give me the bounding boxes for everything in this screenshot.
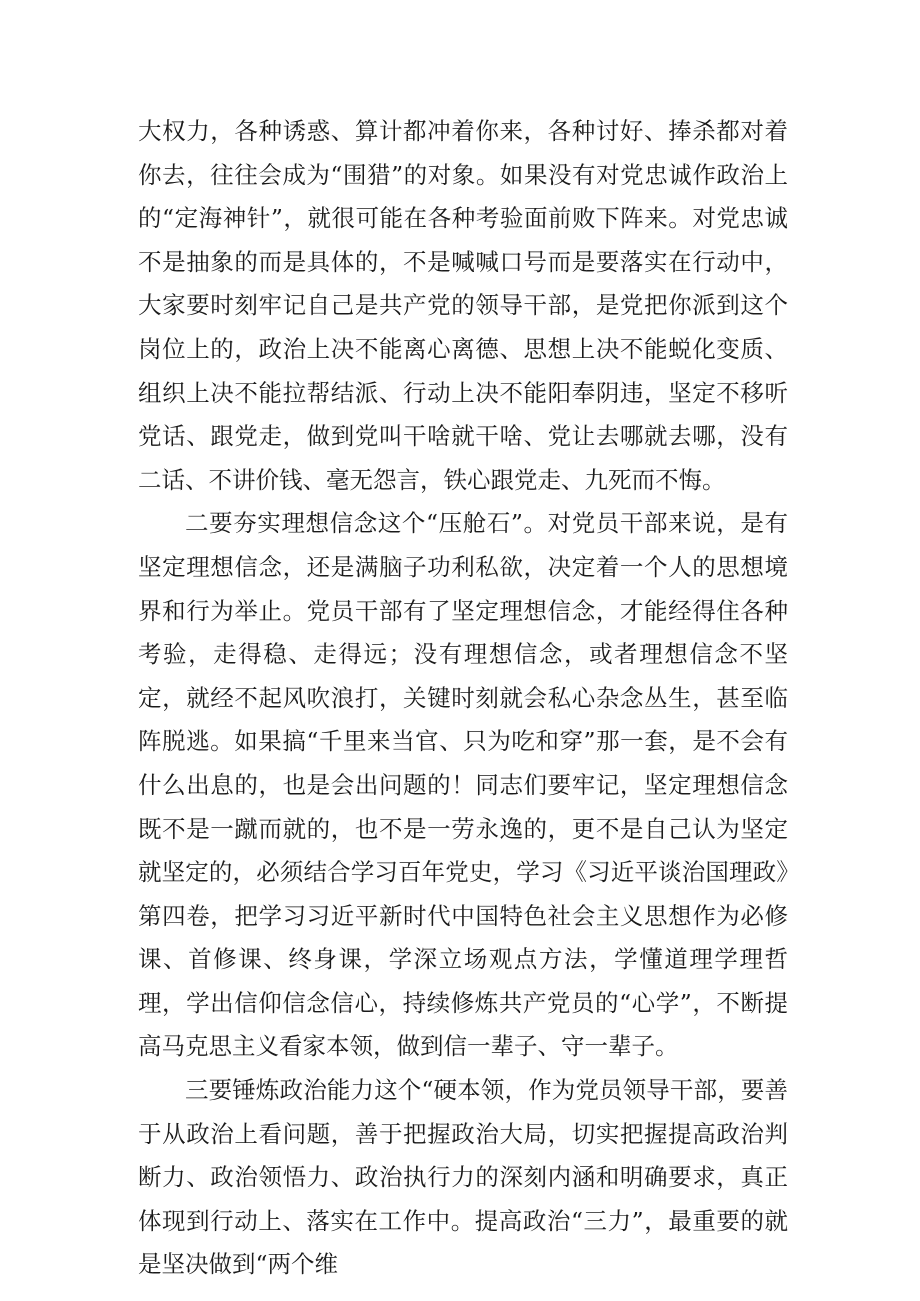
document-body [138, 110, 788, 1287]
paragraph-3: 三要锤炼政治能力这个“硬本领，作为党员领导干部，要善于从政治上看问题，善于把握政治大局，切实把握提高政治判断力、政治领悟力、政治执行力的深刻内涵和明确要求，真正体现到行动上、落实在工作中。提高政治“三力”，最重要的就是坚决做到“两个维 [138, 1076, 788, 1279]
paragraph-1: 大权力，各种诱惑、算计都冲着你来，各种讨好、捧杀都对着你去，往往会成为“围猎”的对象。如果没有对党忠诚作政治上的“定海神针”，就很可能在各种考验面前败下阵来。对党忠诚不是抽象的而是具体的，不是喊喊口号而是要落实在行动中，大家要时刻牢记自己是共产党的领导干部，是党把你派到这个岗位上的，政治上决不能离心离德、思想上决不能蜕化变质、组织上决不能拉帮结派、行动上决不能阳奉阴违，坚定不移听党话、跟党走，做到党叫干啥就干啥、党让去哪就去哪，没有二话、不讲价钱、毫无怨言，铁心跟党走、九死而不悔。 [138, 117, 788, 494]
paragraph-2: 二要夯实理想信念这个“压舱石”。对党员干部来说，是有坚定理想信念，还是满脑子功利私欲，决定着一个人的思想境界和行为举止。党员干部有了坚定理想信念，才能经得住各种考验，走得稳、走得远；没有理想信念，或者理想信念不坚定，就经不起风吹浪打，关键时刻就会私心杂念丛生，甚至临阵脱逃。如果搞“千里来当官、只为吃和穿”那一套，是不会有什么出息的，也是会出问题的！同志们要牢记，坚定理想信念既不是一蹴而就的，也不是一劳永逸的，更不是自己认为坚定就坚定的，必须结合学习百年党史，学习《习近平谈治国理政》第四卷，把学习习近平新时代中国特色社会主义思想作为必修课、首修课、终身课，学深立场观点方法，学懂道理学理哲理，学出信仰信念信心，持续修炼共产党员的“心学”，不断提高马克思主义看家本领，做到信一辈子、守一辈子。 [138, 509, 788, 1061]
